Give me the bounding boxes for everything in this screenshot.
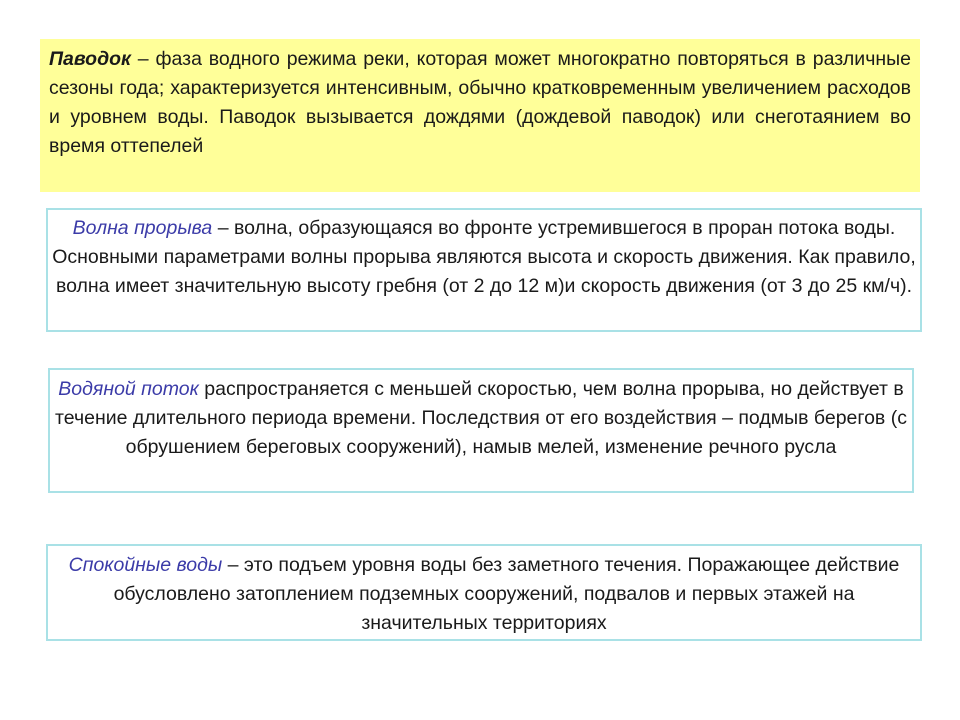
definition-flood [40,39,920,192]
term-flood: Паводок [49,48,131,70]
text-flood: – фаза водного режима реки, которая может многократно повторяться в различные сезоны года; характеризуется интенсивным, обычно кратковременным увеличением расходов и уровнем воды. Паводок вызывается дождями (дождевой паводок) или снеготаянием во время оттепелей [49,48,911,157]
definition-water-stream [48,368,914,493]
text-breach-wave: – волна, образующаяся во фронте устремившегося в проран потока воды. Основными параметрами волны прорыва являются высота и скорость движения. Как правило, волна имеет значительную высоту гребня (от 2 до 12 м)и скорость движения (от 3 до 25 км/ч). [52,217,916,297]
text-water-stream: распространяется с меньшей скоростью, чем волна прорыва, но действует в течение длительного периода времени. Последствия от его воздействия – подмыв берегов (с обрушением береговых сооружений), намыв мелей, изменение речного русла [55,378,907,458]
term-breach-wave: Волна прорыва [72,217,213,239]
term-calm-waters: Спокойные воды [68,554,223,576]
definition-breach-wave [46,208,922,332]
term-water-stream: Водяной поток [58,378,199,400]
definition-calm-waters [46,544,922,641]
text-calm-waters: – это подъем уровня воды без заметного течения. Поражающее действие обусловлено затоплением подземных сооружений, подвалов и первых этажей на значительных территориях [113,554,900,634]
